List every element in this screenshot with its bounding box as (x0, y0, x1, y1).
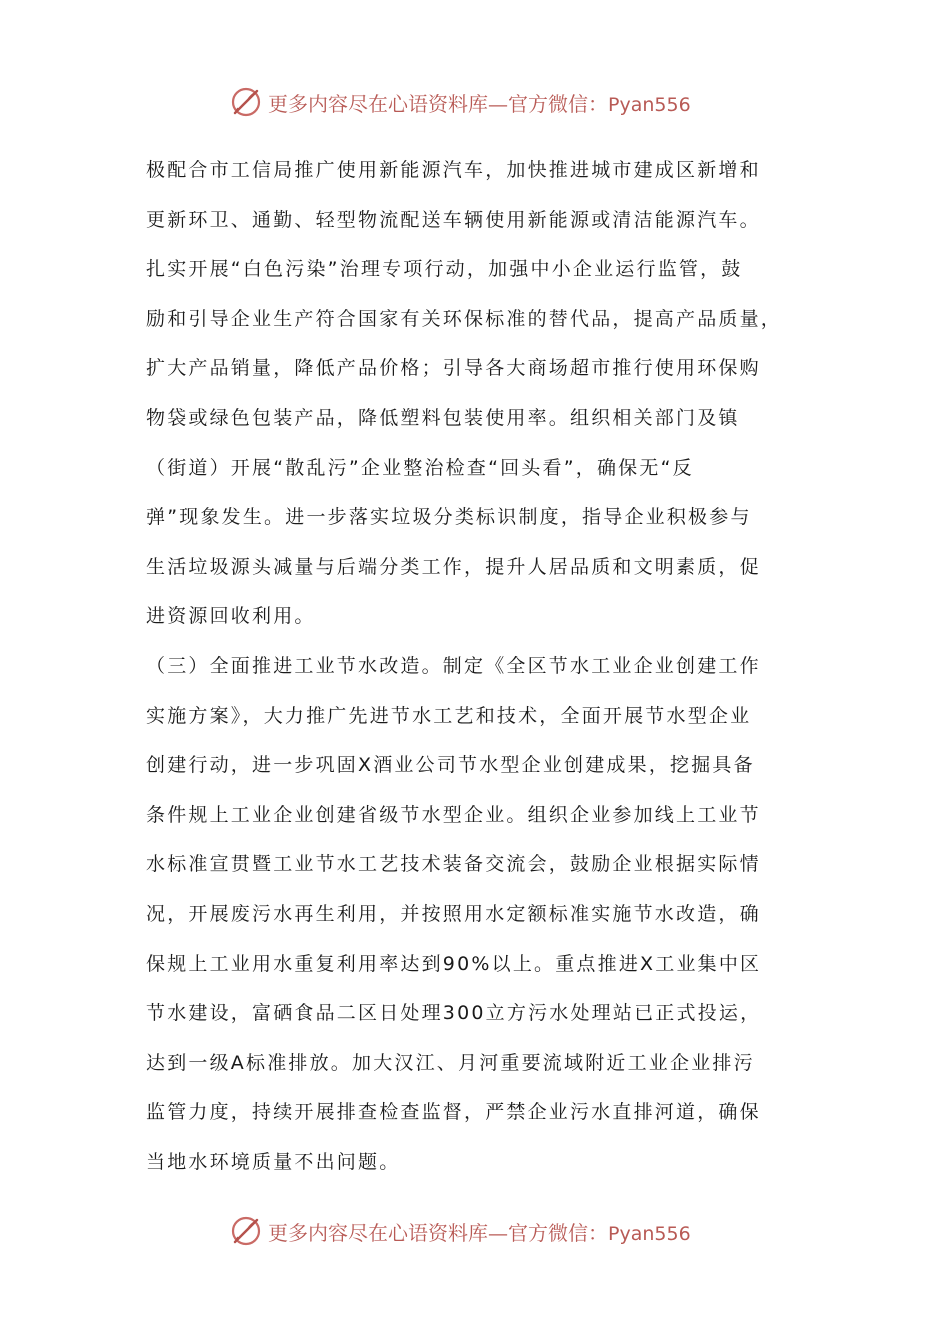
text-line: 况，开展废污水再生利用，并按照用水定额标准实施节水改造，确 (146, 903, 761, 925)
text-line: 生活垃圾源头减量与后端分类工作，提升人居品质和文明素质，促 (146, 556, 761, 578)
text-line: 保规上工业用水重复利用率达到90%以上。重点推进X工业集中区 (146, 953, 762, 975)
text-line: 扩大产品销量，降低产品价格；引导各大商场超市推行使用环保购 (146, 357, 761, 379)
text-line: 物袋或绿色包装产品，降低塑料包装使用率。组织相关部门及镇 (146, 407, 740, 429)
text-line: 达到一级A标准排放。加大汉江、月河重要流域附近工业企业排污 (146, 1052, 755, 1074)
wechat-id: Pyan556 (608, 94, 691, 116)
text-line: 创建行动，进一步巩固X酒业公司节水型企业创建成果，挖掘具备 (146, 754, 755, 776)
banner-text: 更多内容尽在心语资料库—官方微信：Pyan556 (268, 92, 691, 116)
text-line: 条件规上工业企业创建省级节水型企业。组织企业参加线上工业节 (146, 804, 761, 826)
text-line: 弹”现象发生。进一步落实垃圾分类标识制度，指导企业积极参与 (146, 506, 752, 528)
text-line: 水标准宣贯暨工业节水工艺技术装备交流会，鼓励企业根据实际情 (146, 853, 761, 875)
banner-text: 更多内容尽在心语资料库—官方微信：Pyan556 (268, 1221, 691, 1245)
text-line: 励和引导企业生产符合国家有关环保标准的替代品，提高产品质量， (146, 308, 783, 330)
header-banner (0, 80, 950, 124)
text-line: （三）全面推进工业节水改造。制定《全区节水工业企业创建工作 (146, 655, 761, 677)
text-line: 进资源回收利用。 (146, 605, 316, 627)
quill-logo-icon (226, 82, 266, 122)
quill-logo-icon (226, 1211, 266, 1251)
text-line: 监管力度，持续开展排查检查监督，严禁企业污水直排河道，确保 (146, 1101, 761, 1123)
text-line: 节水建设，富硒食品二区日处理300立方污水处理站已正式投运， (146, 1002, 762, 1024)
text-line: 实施方案》，大力推广先进节水工艺和技术，全面开展节水型企业 (146, 705, 752, 727)
wechat-id: Pyan556 (608, 1223, 691, 1245)
text-line: 更新环卫、通勤、轻型物流配送车辆使用新能源或清洁能源汽车。 (146, 209, 761, 231)
text-line: （街道）开展“散乱污”企业整治检查“回头看”，确保无“反 (146, 457, 694, 479)
text-line: 扎实开展“白色污染”治理专项行动，加强中小企业运行监管，鼓 (146, 258, 743, 280)
text-line: 当地水环境质量不出问题。 (146, 1151, 401, 1173)
text-line: 极配合市工信局推广使用新能源汽车，加快推进城市建成区新增和 (146, 159, 761, 181)
footer-banner (0, 1209, 950, 1253)
